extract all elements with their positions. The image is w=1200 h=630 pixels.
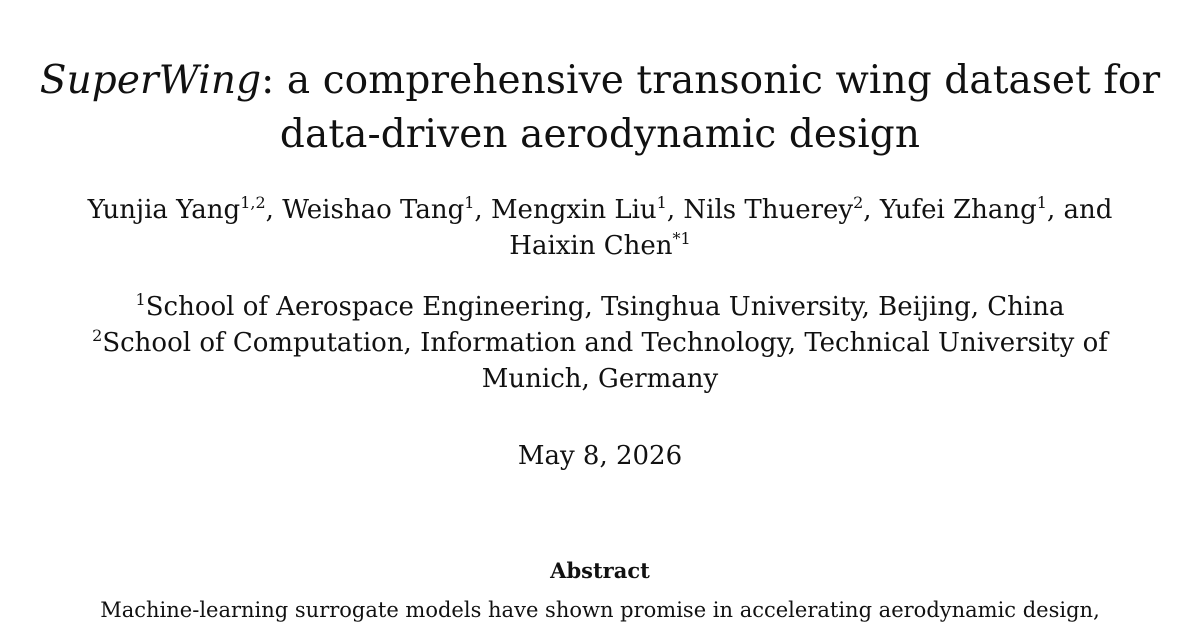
affiliation-text: School of Aerospace Engineering, Tsinghua University, Beijing, China [145,292,1065,322]
author-name: Haixin Chen [509,231,673,261]
author-separator: , [474,195,491,225]
author-separator: , and [1046,195,1113,225]
author-affil-marker: 1,2 [240,193,266,212]
author-affil-marker: 1 [1036,193,1047,212]
affiliation-2-continued: Munich, Germany [481,364,719,394]
author-name: Mengxin Liu [490,195,657,225]
affiliation-1 [0,289,1200,325]
author-name: Yunjia Yang [87,195,241,225]
author-separator: , [863,195,880,225]
author-separator: , [666,195,684,225]
affiliation-text: School of Computation, Information and Technology, Technical University of [102,328,1108,358]
title-line-1 [0,54,1200,108]
author-line-2 [0,228,1200,264]
author-line-1 [0,192,1200,228]
title-line-2: data-driven aerodynamic design [279,112,921,157]
author-affil-marker: 1 [656,193,667,212]
affiliation-marker: 2 [92,326,103,345]
abstract-first-line: Machine-learning surrogate models have shown promise in accelerating aerodynamic design, [100,598,1100,622]
title-line-1-rest: : a comprehensive transonic wing dataset for [261,58,1161,103]
affiliation-list [0,289,1200,397]
author-list [0,192,1200,264]
author-separator: , [265,195,283,225]
paper-date: May 8, 2026 [517,441,683,471]
author-affil-marker: 2 [853,193,864,212]
author-name: Weishao Tang [282,195,465,225]
paper-title [0,54,1200,162]
affiliation-2 [0,325,1200,361]
author-name: Nils Thuerey [683,195,854,225]
title-italic: SuperWing [39,58,262,103]
author-name: Yufei Zhang [879,195,1037,225]
author-affil-marker: 1 [464,193,475,212]
author-affil-marker: *1 [672,229,691,248]
abstract-heading: Abstract [550,558,650,583]
affiliation-marker: 1 [135,290,146,309]
